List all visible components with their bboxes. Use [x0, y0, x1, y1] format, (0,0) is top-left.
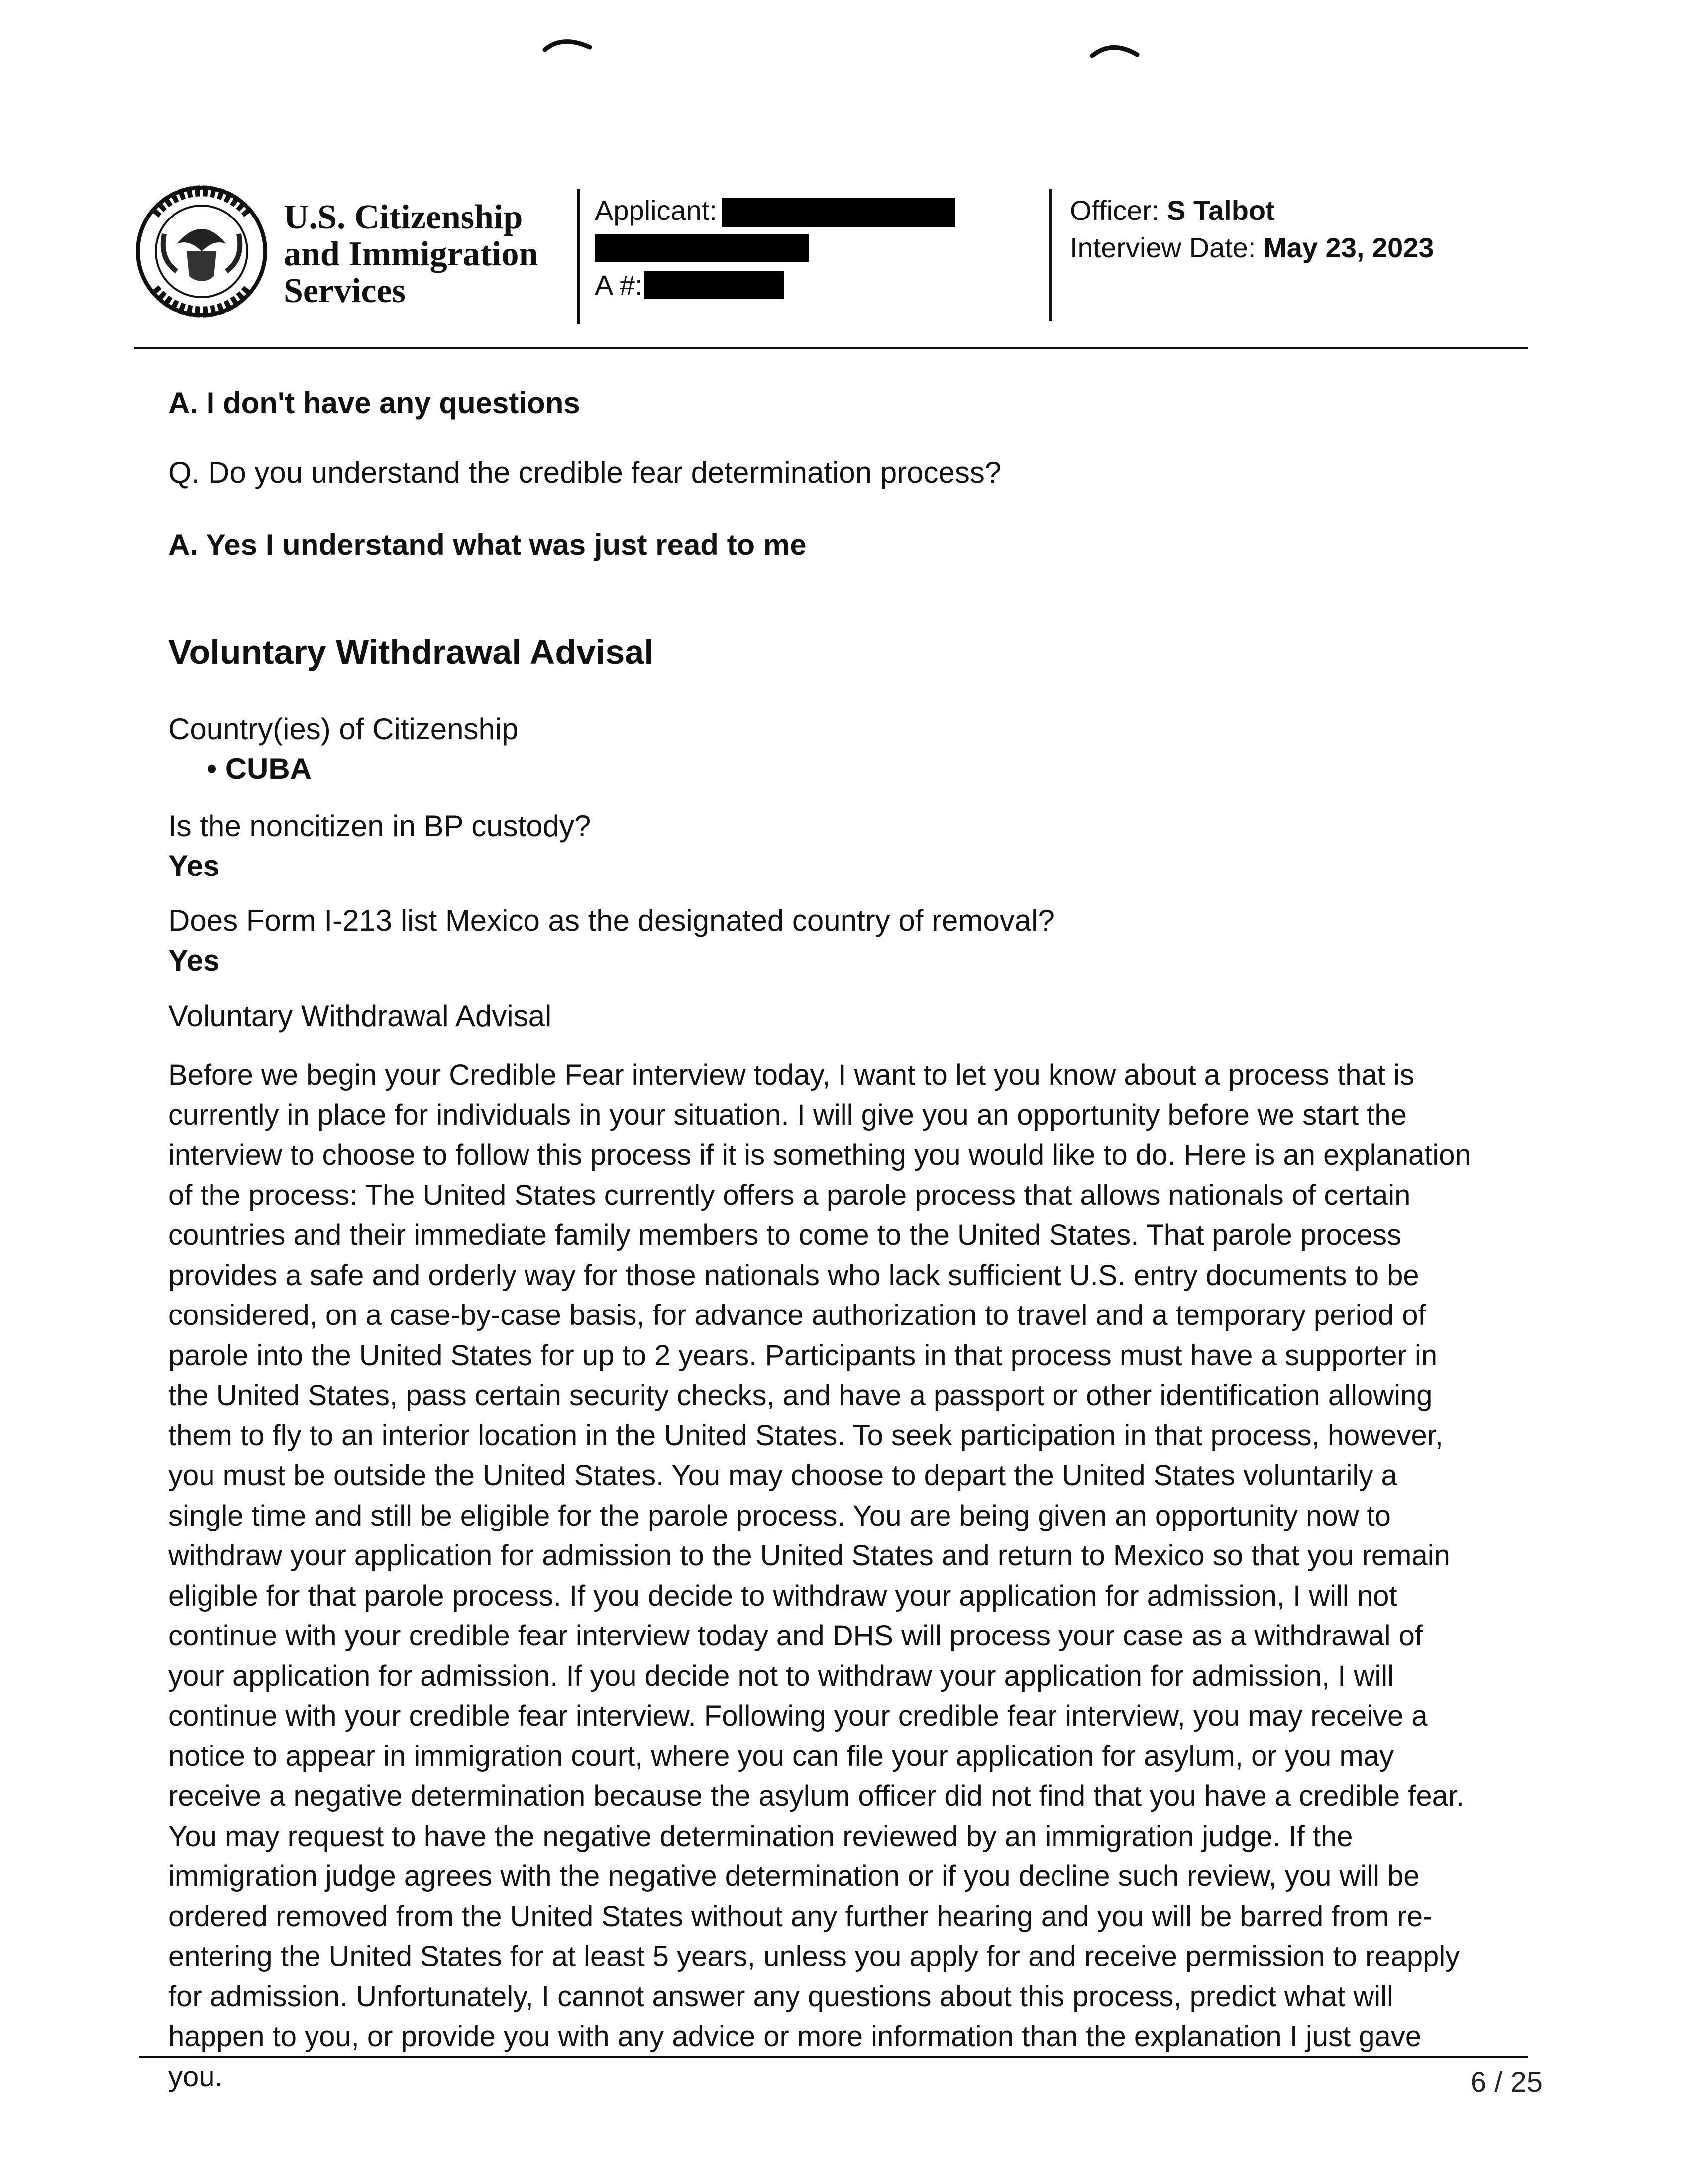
- officer-line: [1070, 194, 1275, 226]
- answer-2: A. Yes I understand what was just read to me: [168, 528, 807, 561]
- a-number-label: A #:: [595, 269, 643, 301]
- form-answer: Yes: [168, 944, 220, 977]
- question-1: Q. Do you understand the credible fear determination process?: [168, 456, 1002, 489]
- advisal-paragraph: Before we begin your Credible Fear interview today, I want to let you know about a process that is currently in place for individuals in your situation. I will give you an opportunity before we start the interview to choose to follow this process if it is something you would like to do. Here is an explanation of the process: The United States currently offers a parole process that allows nationals of certain countries and their immediate family members to come to the United States. That parole process provides a safe and orderly way for those nationals who lack sufficient U.S. entry documents to be considered, on a case-by-case basis, for advance authorization to travel and a temporary period of parole into the United States for up to 2 years. Participants in that process must have a supporter in the United States, pass certain security checks, and have a passport or other identification allowing them to fly to an interior location in the United States. To seek participation in that process, however, you must be outside the United States. You may choose to depart the United States voluntarily a single time and still be eligible for the parole process. You are being given an opportunity now to withdraw your application for admission to the United States and return to Mexico so that you remain eligible for that parole process. If you decide to withdraw your application for admission, I will not continue with your credible fear interview today and DHS will process your case as a withdrawal of your application for admission. If you decide not to withdraw your application for admission, I will continue with your credible fear interview. Following your credible fear interview, you may receive a notice to appear in immigration court, where you can file your application for asylum, or you may receive a negative determination because the asylum officer did not find that you have a credible fear. You may request to have the negative determination reviewed by an immigration judge. If the immigration judge agrees with the negative determination or if you decline such review, you will be ordered removed from the United States without any further hearing and you will be barred from re-entering the United States for at least 5 years, unless you apply for and receive permission to reapply for admission. Unfortunately, I cannot answer any questions about this process, predict what will happen to you, or provide you with any advice or more information than the explanation I just gave you.: [168, 1059, 1471, 2093]
- scan-mark: [1090, 40, 1140, 60]
- agency-line-3: Services: [284, 272, 406, 310]
- interview-date: May 23, 2023: [1264, 232, 1434, 263]
- interview-date-line: [1070, 231, 1434, 264]
- form-question: Does Form I-213 list Mexico as the designated country of removal?: [168, 904, 1054, 937]
- bp-question: Is the noncitizen in BP custody?: [168, 809, 591, 843]
- header-rule: [134, 347, 1528, 349]
- redaction-box: [722, 198, 955, 227]
- citizenship-label: Country(ies) of Citizenship: [168, 712, 519, 746]
- answer-1: A. I don't have any questions: [168, 386, 580, 420]
- header-divider: [1049, 189, 1052, 321]
- page-number: 6 / 25: [1470, 2066, 1543, 2098]
- agency-line-1: U.S. Citizenship: [284, 198, 523, 236]
- scan-mark: [542, 35, 592, 55]
- redaction-box: [595, 234, 809, 262]
- bp-answer: Yes: [168, 849, 220, 882]
- agency-line-2: and Immigration: [284, 235, 538, 273]
- citizenship-item: [207, 749, 312, 789]
- interview-date-label: Interview Date:: [1070, 232, 1256, 263]
- officer-label: Officer:: [1070, 195, 1160, 226]
- agency-name: [284, 199, 538, 310]
- redaction-box: [644, 271, 784, 299]
- dhs-seal-icon: [134, 184, 269, 319]
- citizenship-value: CUBA: [225, 752, 312, 785]
- bullet-icon: •: [207, 752, 225, 785]
- header-divider: [577, 189, 580, 324]
- footer-rule: [139, 2056, 1528, 2058]
- section-heading: Voluntary Withdrawal Advisal: [168, 633, 654, 671]
- advisal-label: Voluntary Withdrawal Advisal: [168, 999, 552, 1033]
- officer-name: S Talbot: [1167, 195, 1275, 226]
- applicant-label: Applicant:: [595, 195, 717, 226]
